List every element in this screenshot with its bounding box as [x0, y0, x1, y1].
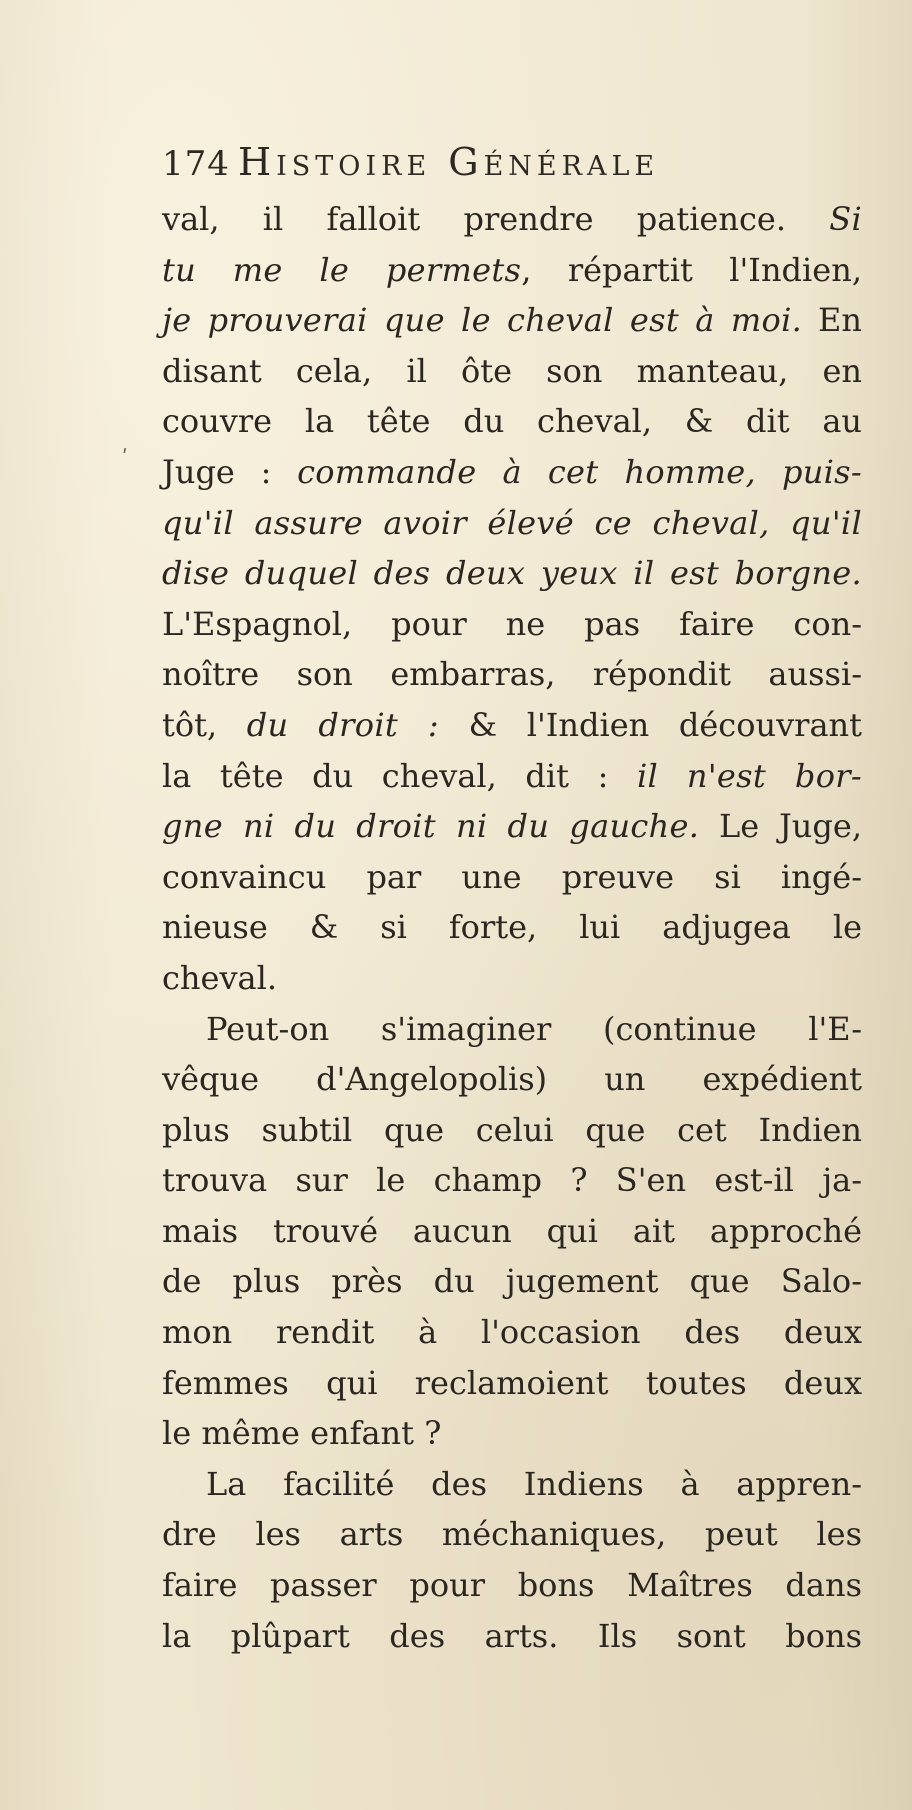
text-line — [162, 548, 862, 599]
book-page — [162, 138, 862, 1661]
text-line — [162, 1358, 862, 1409]
text-line — [162, 649, 862, 700]
roman-text: trouva sur le champ ? S'en est-il ja- — [162, 1161, 862, 1200]
roman-text: Peut-on s'imaginer (continue l'E- — [206, 1009, 862, 1048]
italic-text: je prouverai que le cheval est à moi. — [162, 301, 803, 340]
italic-text: qu'il assure avoir élevé ce cheval, qu'il — [162, 503, 862, 542]
text-line — [162, 1155, 862, 1206]
roman-text: convaincu par une preuve si ingé- — [162, 857, 862, 896]
roman-text: faire passer pour bons Maîtres dans — [162, 1566, 862, 1605]
roman-text: En — [802, 301, 863, 340]
text-line — [162, 295, 862, 346]
text-line — [162, 346, 862, 397]
page-header — [162, 138, 862, 194]
roman-text: de plus près du jugement que Salo- — [162, 1262, 862, 1301]
italic-text: commande à cet homme, puis- — [297, 452, 863, 491]
text-line — [162, 1509, 862, 1560]
roman-text: femmes qui reclamoient toutes deux — [162, 1363, 862, 1402]
roman-text: cheval. — [162, 958, 278, 997]
roman-text: nieuse & si forte, lui adjugea le — [162, 908, 862, 947]
text-line — [162, 1560, 862, 1611]
roman-text: & l'Indien découvrant — [439, 705, 862, 744]
italic-text: il n'est bor- — [636, 756, 862, 795]
italic-text: dise duquel des deux yeux il est borgne. — [162, 554, 862, 593]
text-line — [162, 1307, 862, 1358]
text-line — [162, 599, 862, 650]
roman-text: plus subtil que celui que cet Indien — [162, 1110, 862, 1149]
roman-text: L'Espagnol, pour ne pas faire con- — [162, 604, 862, 643]
roman-text: la plûpart des arts. Ils sont bons — [162, 1616, 862, 1655]
roman-text: val, il falloit prendre patience. — [162, 200, 830, 238]
roman-text: vêque d'Angelopolis) un expédient — [162, 1060, 862, 1099]
roman-text: disant cela, il ôte son manteau, en — [162, 351, 862, 390]
text-line — [162, 1459, 862, 1510]
roman-text: noître son embarras, répondit aussi- — [162, 655, 862, 694]
roman-text: , répartit l'Indien, — [521, 250, 862, 289]
margin-mark: ʹ — [122, 445, 128, 469]
text-line — [162, 1054, 862, 1105]
italic-text: gne ni du droit ni du gauche. — [162, 807, 700, 846]
text-line — [162, 245, 862, 296]
text-line — [162, 1004, 862, 1055]
text-line — [162, 801, 862, 852]
roman-text: le même enfant ? — [162, 1414, 442, 1453]
roman-text: Juge : — [162, 452, 298, 491]
roman-text: tôt, — [162, 705, 247, 744]
text-line — [162, 1256, 862, 1307]
text-line — [162, 1105, 862, 1156]
text-line — [162, 498, 862, 549]
text-line — [162, 902, 862, 953]
body-text — [162, 194, 862, 1661]
roman-text: Le Juge, — [699, 807, 863, 846]
text-line — [162, 396, 862, 447]
italic-text: du droit : — [246, 705, 439, 744]
italic-text: tu me le permets — [162, 250, 522, 289]
roman-text: dre les arts méchaniques, peut les — [162, 1515, 862, 1554]
text-line — [162, 1206, 862, 1257]
roman-text: mais trouvé aucun qui ait approché — [162, 1211, 862, 1250]
text-line — [162, 700, 862, 751]
text-line — [162, 447, 862, 498]
roman-text: mon rendit à l'occasion des deux — [162, 1313, 862, 1352]
text-line — [162, 1408, 862, 1459]
running-title: Histoire Générale — [238, 140, 660, 184]
text-line — [162, 751, 862, 802]
roman-text: La facilité des Indiens à appren- — [206, 1464, 862, 1503]
text-line — [162, 852, 862, 903]
italic-text: Si — [829, 200, 862, 238]
text-line — [162, 953, 862, 1004]
page-number: 174 — [162, 144, 230, 184]
roman-text: couvre la tête du cheval, & dit au — [162, 402, 862, 441]
roman-text: la tête du cheval, dit : — [162, 756, 637, 795]
text-line — [162, 1611, 862, 1662]
text-line — [162, 194, 862, 245]
